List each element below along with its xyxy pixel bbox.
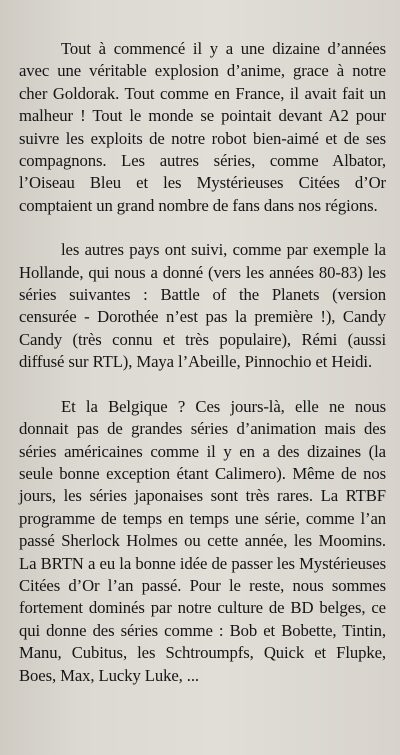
paragraph-other-countries: les autres pays ont suivi, comme par exemple la Hollande, qui nous a donné (vers les années 80-83) les séries suivantes : Battle of the Planets (version censurée - Dorothée n’est pas la première !), Candy Candy (très connu et très populaire), Rémi (aussi diffusé sur RTL), Maya l’Abeille, Pinnochio et Heidi.: [19, 240, 386, 372]
paragraph-goldorak: Tout à commencé il y a une dizaine d’années avec une véritable explosion d’anime, grace à notre cher Goldorak. Tout comme en France, il avait fait un malheur ! Tout le monde se pointait devant A2 pour suivre les exploits de notre robot bien-aimé et de ses compagnons. Les autres séries, comme Albator, l’Oiseau Bleu et les Mystérieuses Citées d’Or comptaient un grand nombre de fans dans nos régions.: [19, 39, 386, 215]
paragraph-belgique: Et la Belgique ? Ces jours-là, elle ne nous donnait pas de grandes séries d’animation mais des séries américaines comme il y en a des dizaines (la seule bonne exception étant Calimero). Même de nos jours, les séries japonaises sont très rares. La RTBF programme de temps en temps une série, comme l’an passé Sherlock Holmes ou cette année, les Moomins. La BRTN a eu la bonne idée de passer les Mystérieuses Citées d’Or l’an passé. Pour le reste, nous sommes fortement dominés par notre culture de BD belges, ce qui donne des séries comme : Bob et Bobette, Tintin, Manu, Cubitus, les Schtroumpfs, Quick et Flupke, Boes, Max, Lucky Luke, ...: [19, 396, 386, 685]
